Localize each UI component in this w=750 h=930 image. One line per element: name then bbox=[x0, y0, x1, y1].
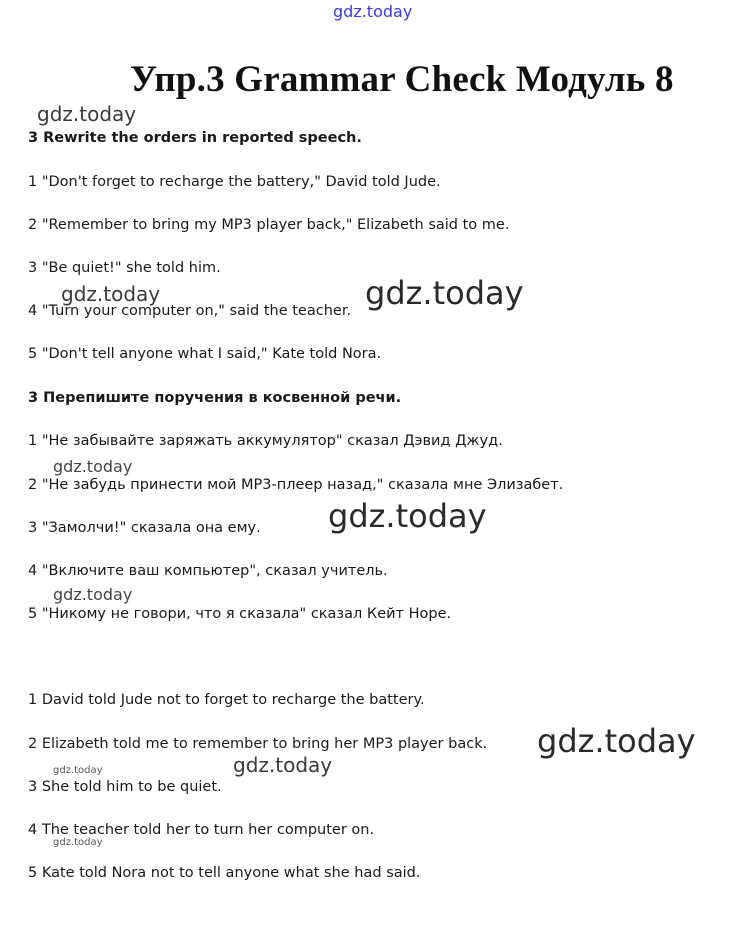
task-ru-item: 1 "Не забывайте заряжать аккумулятор" сказал Дэвид Джуд. bbox=[28, 433, 503, 449]
task-en-item: 3 "Be quiet!" she told him. bbox=[28, 260, 221, 276]
task-ru-heading: 3 Перепишите поручения в косвенной речи. bbox=[28, 390, 402, 406]
task-ru-item: 4 "Включите ваш компьютер", сказал учитель. bbox=[28, 563, 388, 579]
watermark: gdz.today bbox=[333, 2, 413, 21]
task-ru-item: 3 "Замолчи!" сказала она ему. bbox=[28, 520, 261, 536]
watermark: gdz.today bbox=[61, 282, 161, 306]
task-en-item: 1 "Don't forget to recharge the battery," David told Jude. bbox=[28, 174, 441, 190]
task-en-item: 4 "Turn your computer on," said the teacher. bbox=[28, 303, 352, 319]
task-en-heading: 3 Rewrite the orders in reported speech. bbox=[28, 130, 362, 146]
watermark: gdz.today bbox=[53, 837, 103, 848]
watermark: gdz.today bbox=[37, 102, 137, 126]
task-en-item: 5 "Don't tell anyone what I said," Kate told Nora. bbox=[28, 346, 382, 362]
watermark: gdz.today bbox=[365, 274, 524, 312]
task-en-item: 2 "Remember to bring my MP3 player back," Elizabeth said to me. bbox=[28, 217, 510, 233]
watermark: gdz.today bbox=[537, 722, 696, 760]
answer-item: 4 The teacher told her to turn her computer on. bbox=[28, 822, 375, 838]
answer-item: 2 Elizabeth told me to remember to bring her MP3 player back. bbox=[28, 736, 488, 752]
task-ru-item: 5 "Никому не говори, что я сказала" сказал Кейт Норе. bbox=[28, 606, 452, 622]
page-title: Упр.3 Grammar Check Модуль 8 bbox=[130, 59, 674, 100]
answer-item: 3 She told him to be quiet. bbox=[28, 779, 222, 795]
watermark: gdz.today bbox=[328, 497, 487, 535]
watermark: gdz.today bbox=[53, 585, 133, 604]
answer-item: 1 David told Jude not to forget to recharge the battery. bbox=[28, 692, 425, 708]
watermark: gdz.today bbox=[53, 457, 133, 476]
task-ru-item: 2 "Не забудь принести мой МР3-плеер назад," сказала мне Элизабет. bbox=[28, 477, 564, 493]
answer-item: 5 Kate told Nora not to tell anyone what she had said. bbox=[28, 865, 421, 881]
watermark: gdz.today bbox=[53, 765, 103, 776]
watermark: gdz.today bbox=[233, 753, 333, 777]
